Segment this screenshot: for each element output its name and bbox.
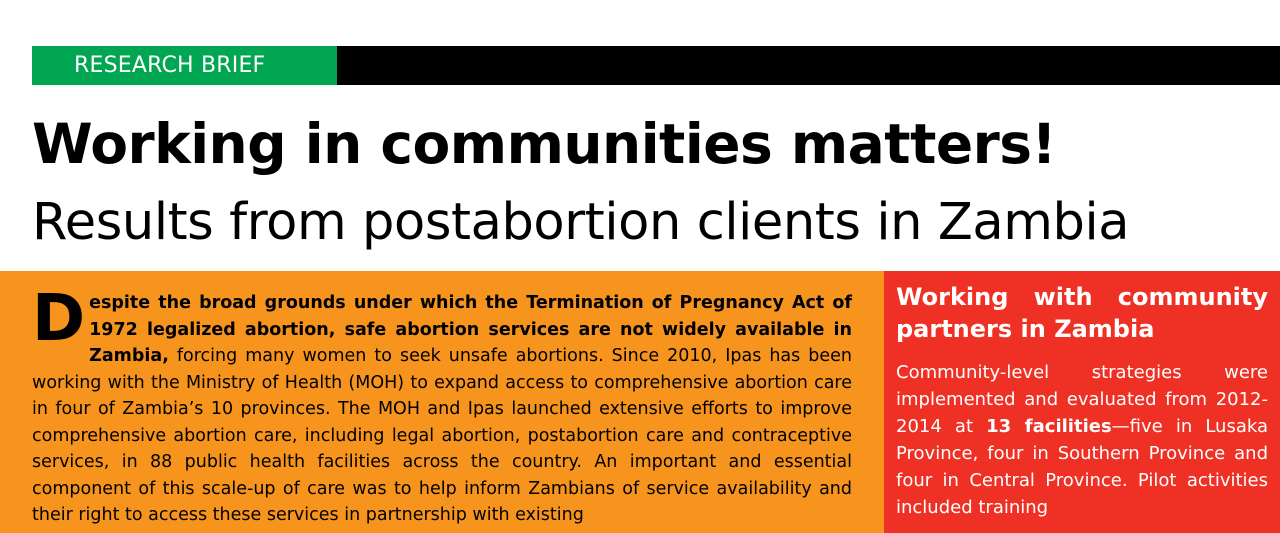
intro-body-text: forcing many women to seek unsafe abortions. Since 2010, Ipas has been working with the Ministry of Health (MOH) to expand access to comprehensive abortion care in four of Zambia’s 10 provinces. The MOH and Ipas launched extensive efforts to improve comprehensive abortion care, including legal abortion, postabortion care and contraceptive services, in 88 public health facilities across the country. An important and essential component of this scale-up of care was to help inform Zambians of service availability and their right to access these services in partnership with existing <box>32 346 852 525</box>
main-article-column <box>0 271 884 533</box>
sidebar-text-end: —five in Lusaka Province, four in Southern Province and four in Central Province. Pilot activities included training <box>896 416 1269 518</box>
intro-paragraph <box>32 282 852 529</box>
page-title: Working in communities matters! <box>32 112 1057 176</box>
drop-cap: D <box>32 282 86 356</box>
page-subtitle: Results from postabortion clients in Zambia <box>32 193 1130 252</box>
sidebar-box <box>884 271 1280 533</box>
header-banner <box>32 46 1280 85</box>
sidebar-paragraph <box>896 359 1268 521</box>
sidebar-text-start: Community-level strategies were implemented and evaluated from 2012-2014 at <box>896 362 1268 437</box>
intro-lead-text: espite the broad grounds under which the Termination of Pregnancy Act of 1972 legalized abortion, safe abortion services are not widely available in Zambia, <box>89 293 852 366</box>
sidebar-facilities-count: 13 facilities <box>986 416 1112 437</box>
sidebar-heading: Working with community partners in Zambia <box>896 283 1268 343</box>
research-brief-tag: RESEARCH BRIEF <box>32 46 337 85</box>
